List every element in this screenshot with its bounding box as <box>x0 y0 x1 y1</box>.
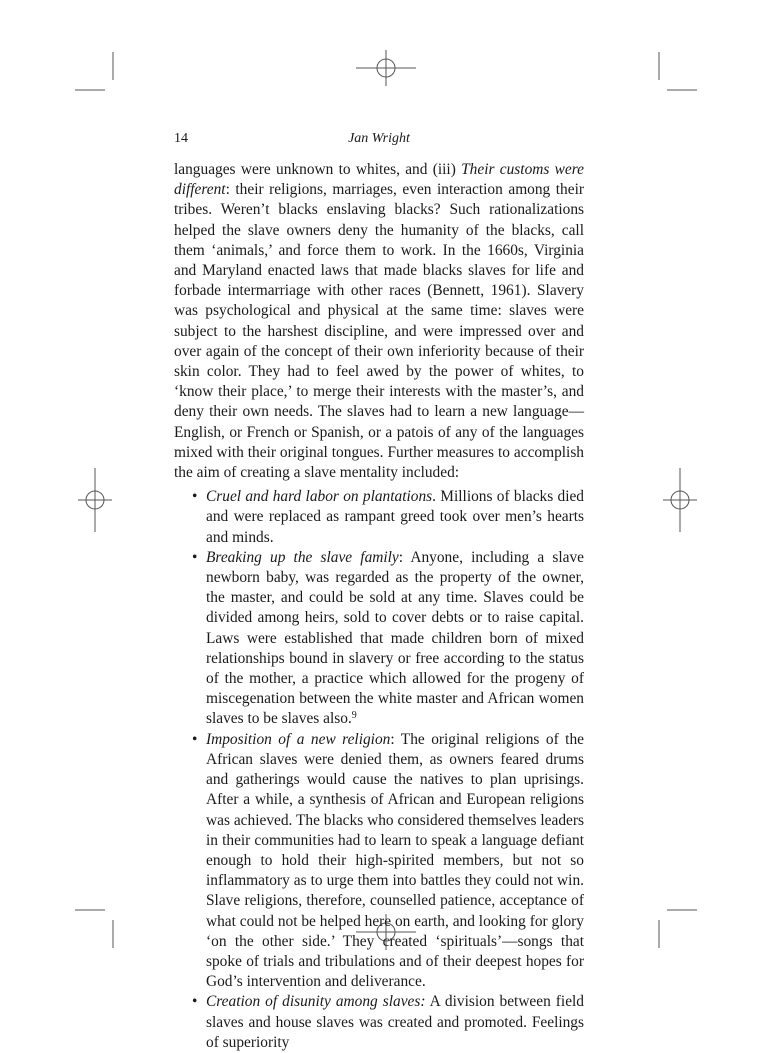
bullet-title: Imposition of a new religion <box>206 730 391 748</box>
bullet-text: : Anyone, including a slave newborn baby, was regarded as the property of the owner, the master, and could be sold at any time. Slaves could be divided among heirs, sold to cover debts or to raise capital. Laws were established that made children born of mixed relationships bound in slavery or free according to the status of the mother, a practice which allowed for the progeny of miscegenation between the white master and African women slaves to be slaves also. <box>206 548 584 728</box>
intro-emphasis: Their customs were different <box>174 161 585 199</box>
bullet-text: . Millions of blacks died and were replaced as rampant greed took over men’s hearts and minds. <box>206 488 584 546</box>
body-text <box>174 160 584 1053</box>
intro-text-rest: : their religions, marriages, even interaction among their tribes. Weren’t blacks enslaving blacks? Such rationalizations helped the slave owners deny the humanity of the blacks, call them ‘animals,’ and force them to work. In the 1660s, Virginia and Maryland enacted laws that made blacks slaves for life and forbade intermarriage with other races (Bennett, 1961). Slavery was psychological and physical at the same time: slaves were subject to the harshest discipline, and were impressed over and over again of the concept of their own inferiority because of their skin color. They had to feel awed by the power of whites, to ‘know their place,’ to merge their interests with the master’s, and deny their own needs. The slaves had to learn a new language—English, or French or Spanish, or a patois of any of the languages mixed with their original tongues. Further measures to accomplish the aim of creating a slave mentality included: <box>174 181 584 482</box>
registration-mark-left <box>78 468 112 532</box>
bullet-symbol: • <box>192 993 198 1011</box>
bullet-symbol: • <box>192 730 198 748</box>
bullet-title: Breaking up the slave family <box>206 548 399 566</box>
bullet-text: A division between field slaves and house slaves was created and promoted. Feelings of superiority <box>206 993 584 1051</box>
footnote-reference[interactable]: 9 <box>351 710 357 722</box>
bullet-title: Cruel and hard labor on plantations <box>206 488 433 506</box>
registration-mark-top <box>356 50 416 86</box>
bullet-title: Creation of disunity among slaves: <box>206 993 426 1011</box>
bullet-item-labor <box>192 487 584 548</box>
running-head: Jan Wright <box>348 131 410 146</box>
bullet-item-religion <box>192 730 584 993</box>
page-number: 14 <box>174 131 188 146</box>
bullet-text: : The original religions of the African slaves were denied them, as owners feared drums and gatherings would cause the natives to plan uprisings. After a while, a synthesis of African and European religions was achieved. The blacks who considered themselves leaders in their communities had to learn to speak a language defiant enough to hold their high-spirited members, but not so inflammatory as to urge them into battles they could not win. Slave religions, therefore, counselled patience, acceptance of what could not be helped here on earth, and looking for glory ‘on the other side.’ They created ‘spirituals’—songs that spoke of trials and tribulations and of their deepest hopes for God’s intervention and deliverance. <box>206 730 584 991</box>
bullet-symbol: • <box>192 548 198 566</box>
bullet-item-family <box>192 548 584 730</box>
page-header <box>174 131 584 151</box>
registration-mark-right <box>663 468 697 532</box>
bullet-list <box>174 487 584 1053</box>
intro-paragraph <box>174 160 584 483</box>
bullet-symbol: • <box>192 488 198 506</box>
intro-text-start: languages were unknown to whites, and (iii) <box>174 161 462 178</box>
bullet-item-disunity <box>192 992 584 1053</box>
